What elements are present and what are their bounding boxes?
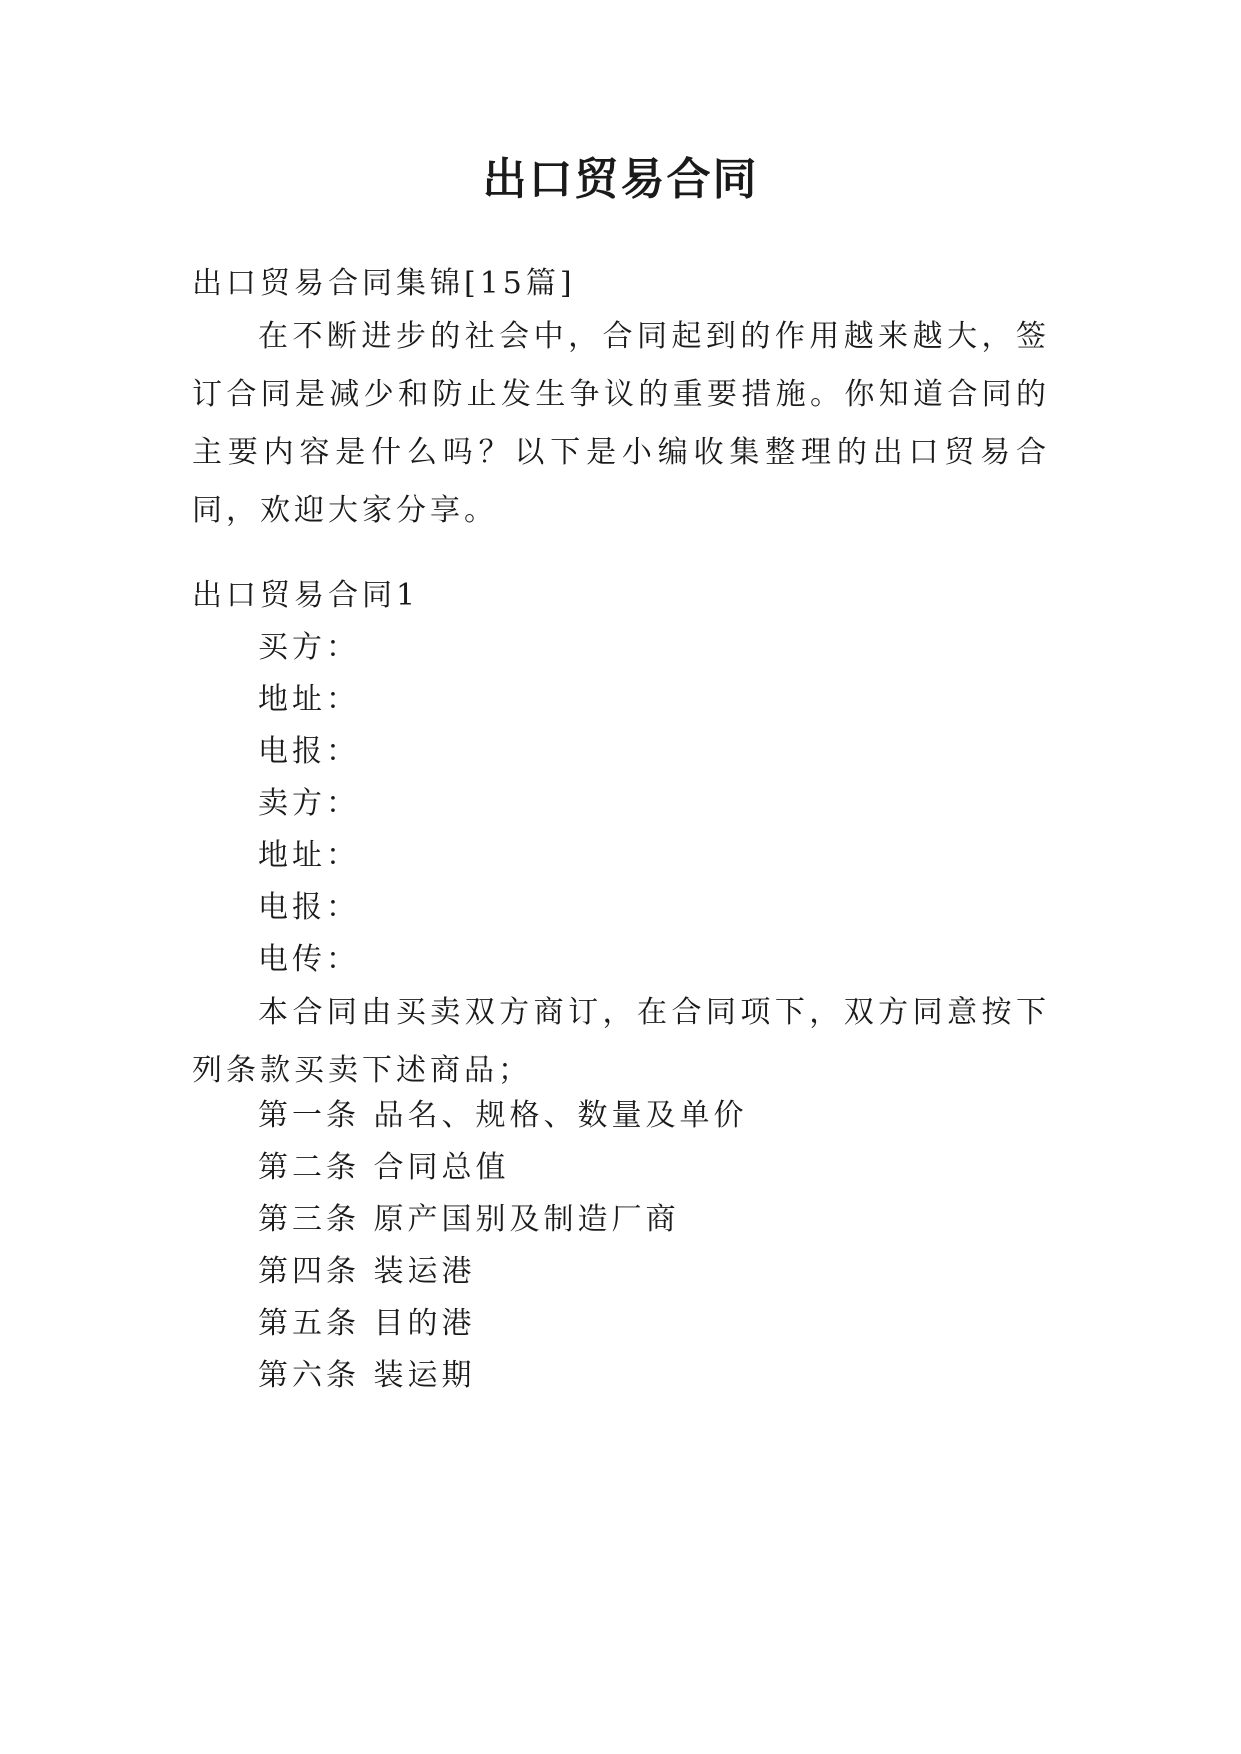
seller-telegram-label: 电报：	[258, 890, 360, 925]
article-item: 第五条 目的港	[258, 1306, 476, 1341]
seller-address-label: 地址：	[258, 838, 360, 873]
article-item: 第二条 合同总值	[258, 1150, 510, 1185]
document-title: 出口贸易合同	[482, 154, 759, 205]
seller-label: 卖方：	[258, 786, 360, 821]
article-item: 第四条 装运港	[258, 1254, 476, 1289]
article-item: 第一条 品名、规格、数量及单价	[258, 1098, 748, 1133]
contract-preamble: 本合同由买卖双方商订，在合同项下，双方同意按下列条款买卖下述商品；	[192, 995, 1050, 1088]
seller-telex-label: 电传：	[258, 942, 360, 977]
collection-heading: 出口贸易合同集锦[15篇]	[192, 266, 576, 301]
article-item: 第三条 原产国别及制造厂商	[258, 1202, 680, 1237]
buyer-address-label: 地址：	[258, 682, 360, 717]
intro-paragraph: 在不断进步的社会中，合同起到的作用越来越大，签订合同是减少和防止发生争议的重要措施。你知道合同的主要内容是什么吗？以下是小编收集整理的出口贸易合同，欢迎大家分享。	[192, 319, 1050, 528]
buyer-label: 买方：	[258, 630, 360, 665]
article-item: 第六条 装运期	[258, 1358, 476, 1393]
buyer-telegram-label: 电报：	[258, 734, 360, 769]
section-heading: 出口贸易合同1	[192, 578, 420, 613]
